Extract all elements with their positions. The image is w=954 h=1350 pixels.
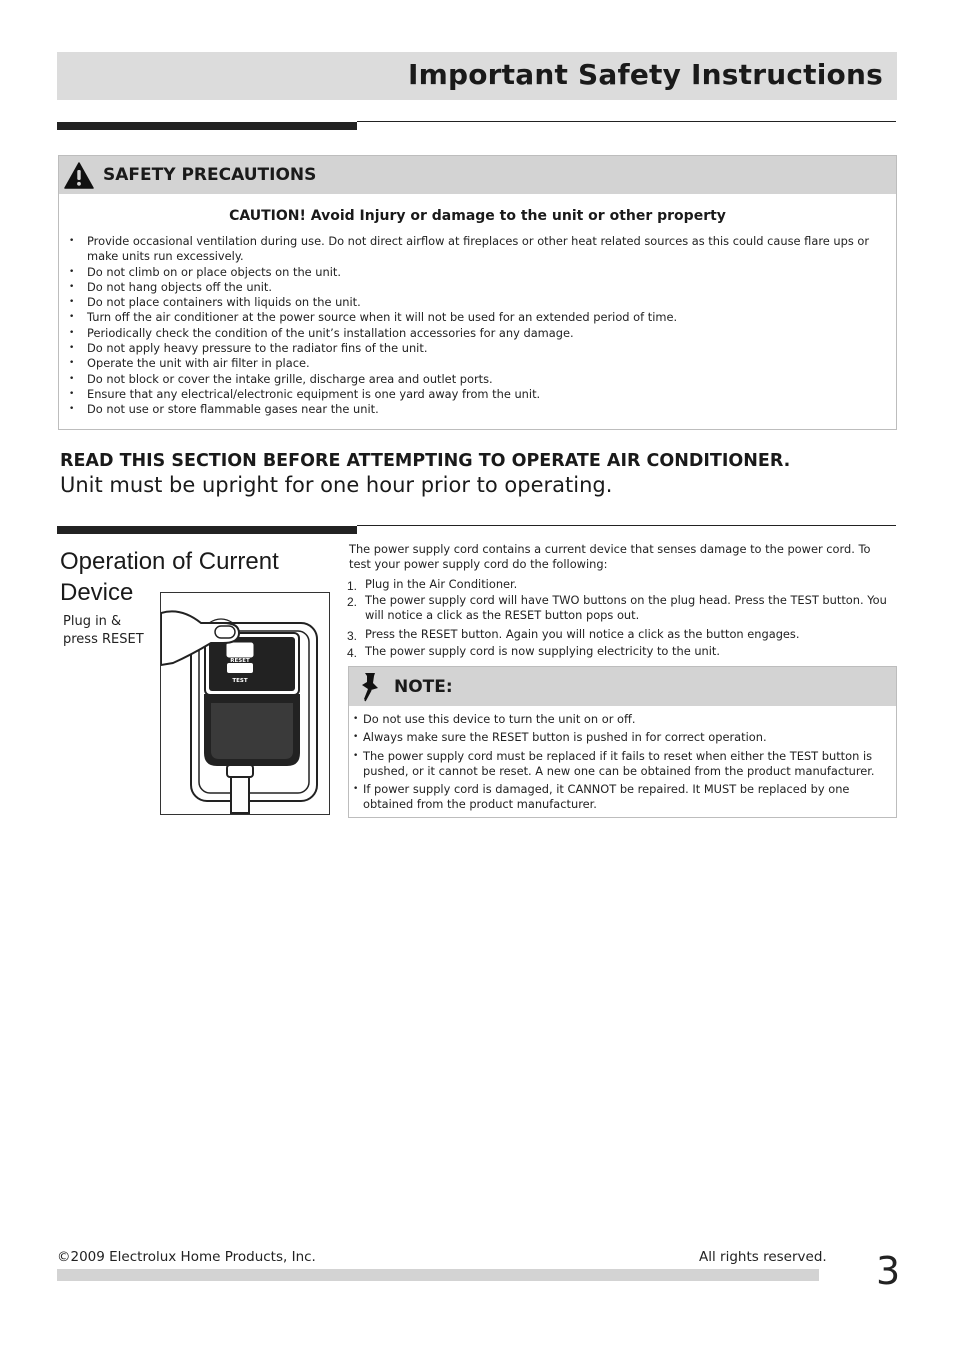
list-item: • Do not climb on or place objects on the unit. — [69, 265, 895, 280]
step-text: The power supply cord will have TWO buttons on the plug head. Press the TEST button. You will notice a click as the RESET button pops out. — [365, 593, 887, 622]
step-text: Plug in the Air Conditioner. — [365, 577, 518, 591]
image-caption: Plug in & press RESET — [63, 614, 144, 647]
list-item: • Do not use or store flammable gases near the unit. — [69, 402, 895, 417]
upright-notice: Unit must be upright for one hour prior to operating. — [60, 473, 613, 497]
pushpin-icon — [359, 671, 383, 703]
step-number: 4. — [347, 646, 358, 660]
list-item: • Provide occasional ventilation during use. Do not direct airflow at fireplaces or other heat related sources as this could cause flare ups or make units run excessively. — [69, 234, 895, 265]
note-list — [353, 712, 893, 816]
plug-device-illustration — [160, 592, 330, 815]
rights-text: All rights reserved. — [699, 1249, 827, 1265]
read-section-heading: READ THIS SECTION BEFORE ATTEMPTING TO OPERATE AIR CONDITIONER. — [60, 451, 791, 471]
copyright-text: ©2009 Electrolux Home Products, Inc. — [57, 1249, 316, 1265]
list-item: • Do not place containers with liquids on the unit. — [69, 295, 895, 310]
step-number: 3. — [347, 629, 358, 643]
device-test-label: TEST — [232, 678, 248, 684]
caution-heading: CAUTION! Avoid Injury or damage to the unit or other property — [229, 208, 726, 224]
safety-list — [69, 234, 895, 418]
list-item: • If power supply cord is damaged, it CANNOT be repaired. It MUST be replaced by one obtained from the product manufacturer. — [353, 782, 893, 813]
safety-precautions-box — [58, 155, 897, 430]
operation-intro: The power supply cord contains a current device that senses damage to the power cord. To test your power supply cord do the following: — [349, 542, 871, 571]
page-title: Important Safety Instructions — [407, 58, 883, 91]
warning-triangle-icon — [64, 162, 94, 189]
list-item: • The power supply cord must be replaced if it fails to reset when either the TEST button is pushed, or it cannot be reset. A new one can be obtained from the product manufacturer. — [353, 749, 893, 780]
list-item: • Do not hang objects off the unit. — [69, 280, 895, 295]
section-rule-thick — [57, 122, 357, 130]
title-bar — [57, 52, 897, 100]
step-number: 2. — [347, 595, 358, 609]
note-title: NOTE: — [394, 677, 453, 697]
step-item — [347, 644, 892, 659]
step-item — [347, 627, 892, 642]
note-header — [349, 667, 896, 706]
list-item: • Ensure that any electrical/electronic equipment is one yard away from the unit. — [69, 387, 895, 402]
page-number: 3 — [876, 1249, 901, 1293]
step-number: 1. — [347, 579, 358, 593]
list-item: • Do not use this device to turn the unit on or off. — [353, 712, 893, 727]
list-item: • Do not block or cover the intake grille, discharge area and outlet ports. — [69, 372, 895, 387]
step-item — [347, 593, 892, 623]
footer-bar — [57, 1269, 819, 1281]
section-rule-thick — [57, 526, 357, 534]
step-text: The power supply cord is now supplying electricity to the unit. — [365, 644, 721, 658]
section-rule-thin — [357, 121, 896, 122]
list-item: • Operate the unit with air filter in place. — [69, 356, 895, 371]
safety-precautions-header — [59, 156, 896, 194]
list-item: • Periodically check the condition of the unit’s installation accessories for any damage. — [69, 326, 895, 341]
section-rule-thin — [357, 525, 896, 526]
device-reset-label: RESET — [230, 658, 250, 664]
list-item: • Do not apply heavy pressure to the radiator fins of the unit. — [69, 341, 895, 356]
safety-precautions-title: SAFETY PRECAUTIONS — [103, 165, 317, 185]
step-text: Press the RESET button. Again you will notice a click as the button engages. — [365, 627, 800, 641]
note-box — [348, 666, 897, 818]
list-item: • Turn off the air conditioner at the power source when it will not be used for an extended period of time. — [69, 310, 895, 325]
step-item — [347, 577, 892, 592]
operation-title: Operation of Current Device — [60, 548, 279, 606]
list-item: • Always make sure the RESET button is pushed in for correct operation. — [353, 730, 893, 745]
